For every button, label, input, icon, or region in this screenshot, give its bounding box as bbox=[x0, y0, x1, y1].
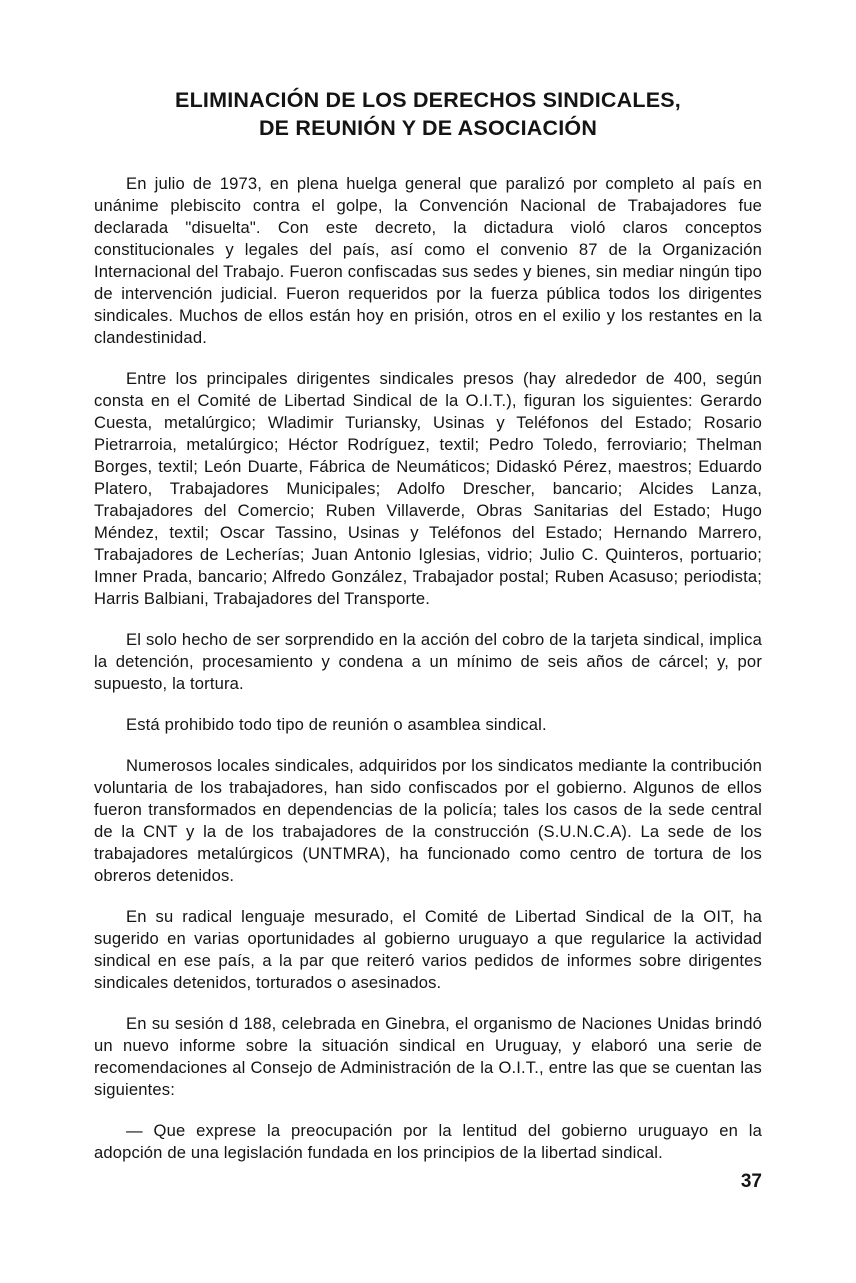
paragraph-comite-libertad-sindical: En su radical lenguaje mesurado, el Comité de Libertad Sindical de la OIT, ha sugerido en varias oportunidades al gobierno uruguayo a que regularice la actividad sindical en ese país, a la par que reiteró varios pedidos de informes sobre dirigentes sindicales detenidos, torturados o asesinados. bbox=[94, 907, 762, 992]
page-title bbox=[94, 86, 762, 142]
paragraph-disolucion-cnt: En julio de 1973, en plena huelga general que paralizó por completo al país en unánime plebiscito contra el golpe, la Convención Nacional de Trabajadores fue declarada "disuelta". Con este decreto, la dictadura violó claros conceptos constitucionales y legales del país, así como el convenio 87 de la Organización Internacional del Trabajo. Fueron confiscadas sus sedes y bienes, sin mediar ningún tipo de intervención judicial. Fueron requeridos por la fuerza pública todos los dirigentes sindicales. Muchos de ellos están hoy en prisión, otros en el exilio y los restantes en la clandestinidad. bbox=[94, 174, 762, 347]
paragraph-recomendacion: — Que exprese la preocupación por la lentitud del gobierno uruguayo en la adopción de una legislación fundada en los principios de la libertad sindical. bbox=[94, 1121, 762, 1162]
paragraph-prohibicion-reunion: Está prohibido todo tipo de reunión o asamblea sindical. bbox=[126, 715, 547, 734]
paragraph-dirigentes-presos: Entre los principales dirigentes sindicales presos (hay alrededor de 400, según consta en el Comité de Libertad Sindical de la O.I.T.), figuran los siguientes: Gerardo Cuesta, metalúrgico; Wladimir Turiansky, Usinas y Teléfonos del Estado; Rosario Pietrarroia, metalúrgico; Héctor Rodríguez, textil; Pedro Toledo, ferroviario; Thelman Borges, textil; León Duarte, Fábrica de Neumáticos; Didaskó Pérez, maestros; Eduardo Platero, Trabajadores Municipales; Adolfo Drescher, bancario; Alcides Lanza, Trabajadores del Comercio; Ruben Villaverde, Obras Sanitarias del Estado; Hugo Méndez, textil; Oscar Tassino, Usinas y Teléfonos del Estado; Hernando Marrero, Trabajadores de Lecherías; Juan Antonio Iglesias, vidrio; Julio C. Quinteros, portuario; Imner Prada, bancario; Alfredo González, Trabajador postal; Ruben Acasuso; periodista; Harris Balbiani, Trabajadores del Transporte. bbox=[94, 369, 762, 608]
paragraph-locales-confiscados: Numerosos locales sindicales, adquiridos por los sindicatos mediante la contribución voluntaria de los trabajadores, han sido confiscados por el gobierno. Algunos de ellos fueron transformados en dependencias de la policía; tales los casos de la sede central de la CNT y la de los trabajadores de la construcción (S.U.N.C.A). La sede de los trabajadores metalúrgicos (UNTMRA), ha funcionado como centro de tortura de los obreros detenidos. bbox=[94, 756, 762, 885]
document-page bbox=[94, 86, 762, 1183]
page-number: 37 bbox=[740, 1171, 762, 1192]
title-line-2: DE REUNIÓN Y DE ASOCIACIÓN bbox=[258, 116, 598, 140]
title-line-1: ELIMINACIÓN DE LOS DERECHOS SINDICALES, bbox=[175, 88, 681, 112]
paragraph-tarjeta-sindical: El solo hecho de ser sorprendido en la acción del cobro de la tarjeta sindical, implica la detención, procesamiento y condena a un mínimo de seis años de cárcel; y, por supuesto, la tortura. bbox=[94, 630, 762, 693]
paragraph-sesion-ginebra: En su sesión d 188, celebrada en Ginebra, el organismo de Naciones Unidas brindó un nuevo informe sobre la situación sindical en Uruguay, y elaboró una serie de recomendaciones al Consejo de Administración de la O.I.T., entre las que se cuentan las siguientes: bbox=[94, 1014, 762, 1099]
